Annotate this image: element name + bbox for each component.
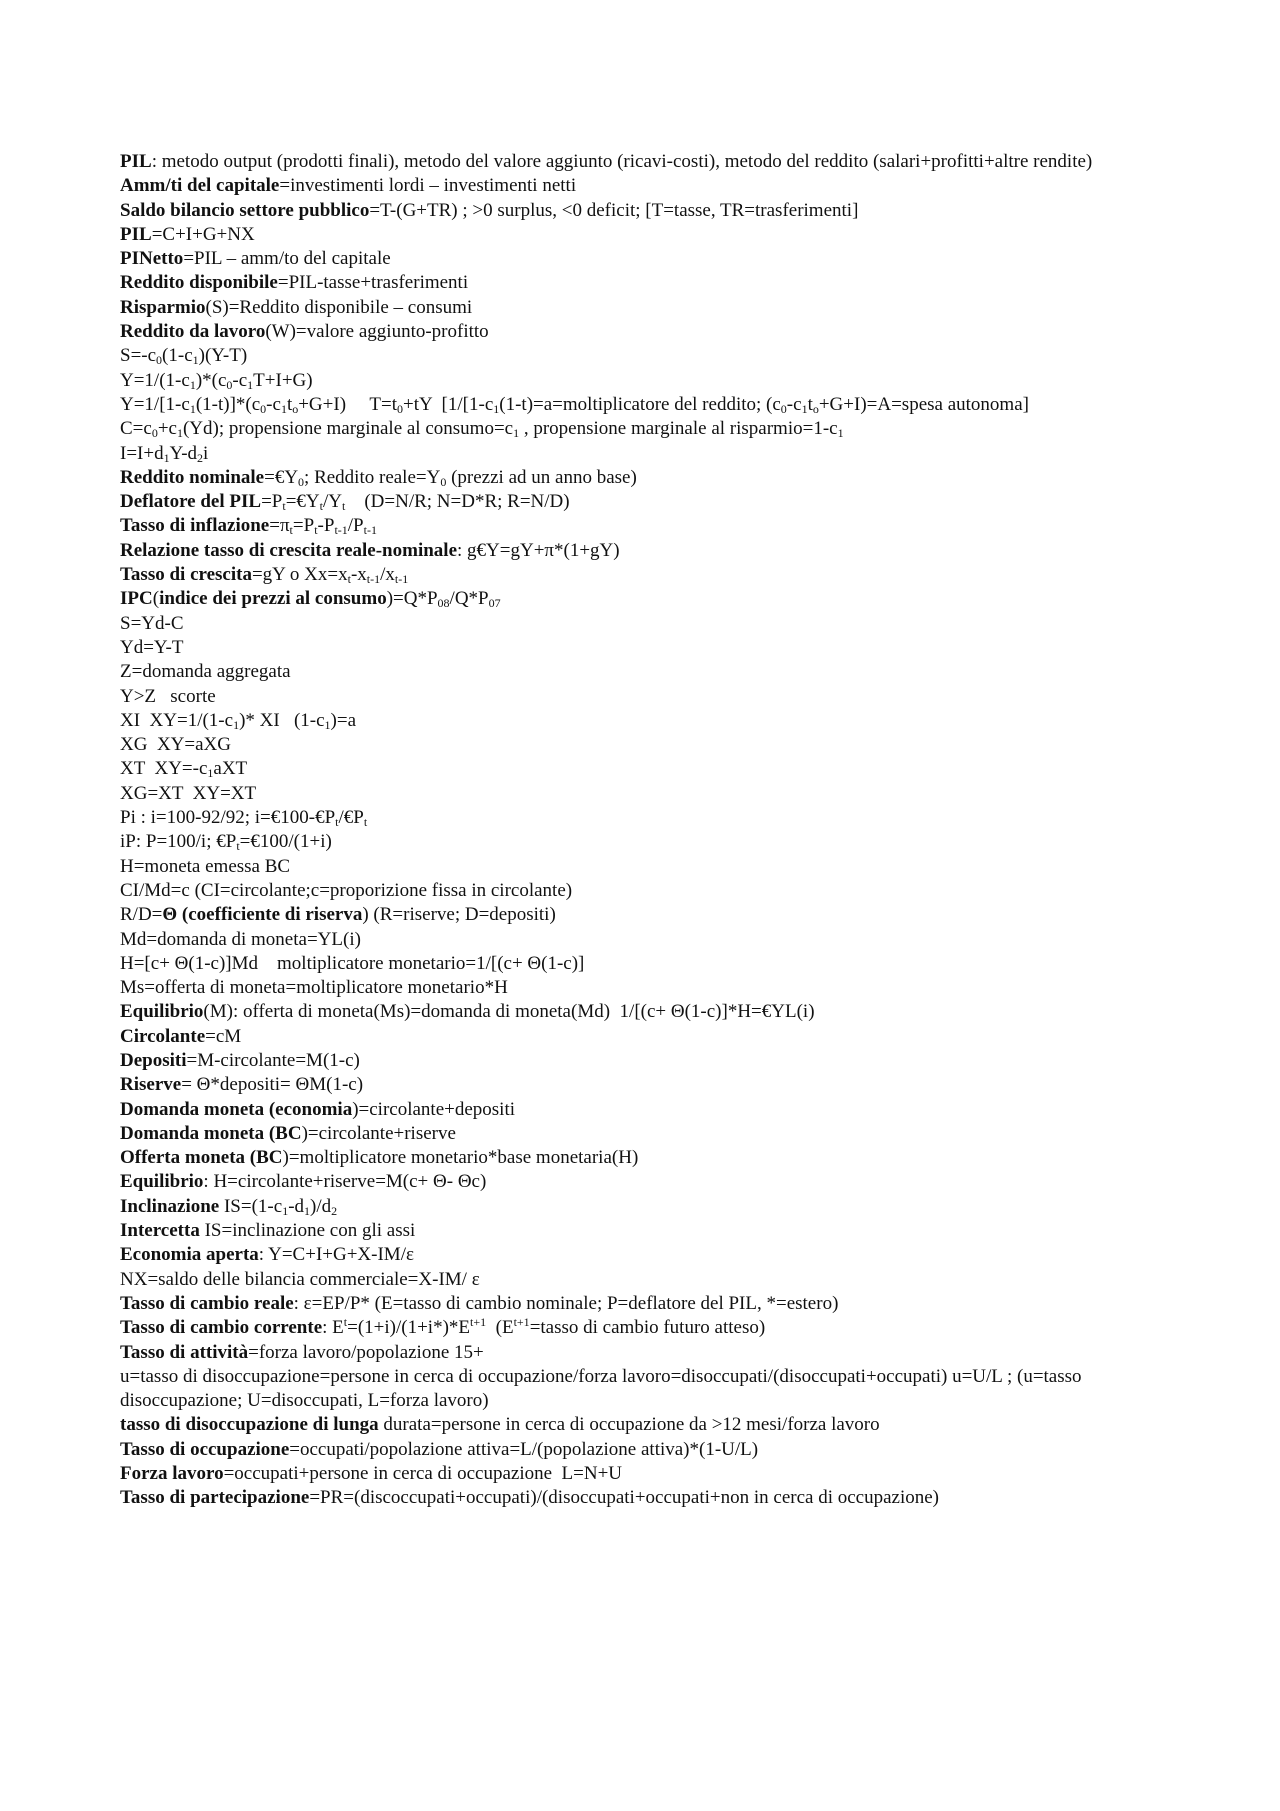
subscript: 07 (488, 596, 501, 611)
formula-line (120, 952, 1180, 976)
formula-text: (S)=Reddito disponibile – consumi (205, 296, 473, 318)
formula-text: : metodo output (prodotti finali), metodo del valore aggiunto (ricavi-costi), metodo del reddito (salari+profitti+altre rendite) (151, 151, 1093, 172)
formula-text: (W)=valore aggiunto-profitto (265, 321, 489, 343)
formula-text: Y=1/(1-c (120, 369, 190, 391)
formula-term: Equilibrio (120, 1001, 204, 1023)
subscript: 0 (226, 377, 233, 392)
formula-line (120, 150, 1180, 174)
formula-text: =M-circolante=M(1-c) (186, 1049, 360, 1071)
formula-term: Tasso di cambio corrente (120, 1317, 323, 1339)
formula-line (120, 806, 1180, 830)
formula-text: =cM (205, 1025, 242, 1047)
formula-term: tasso di disoccupazione di lunga (120, 1414, 379, 1436)
formula-line (120, 1000, 1180, 1024)
formula-line (120, 830, 1180, 854)
formula-line (120, 466, 1180, 490)
formula-line (120, 296, 1180, 320)
formula-text: =P (261, 491, 283, 513)
subscript: 0 (151, 426, 158, 441)
formula-text: =π (269, 515, 290, 537)
formula-text: =PR=(discoccupati+occupati)/(disoccupati+occupati+non in cerca di occupazione) (309, 1487, 939, 1509)
formula-line (120, 1170, 1180, 1194)
formula-text: H=[c+ Θ(1-c)]Md moltiplicatore monetario=1/[(c+ Θ(1-c)] (120, 952, 585, 974)
formula-text: : Y=C+I+G+X-IM/ε (258, 1244, 414, 1266)
formula-text: Ms=offerta di moneta=moltiplicatore monetario*H (120, 977, 508, 999)
formula-text: /x (380, 564, 395, 586)
formula-line (120, 903, 1180, 927)
formula-text: Z=domanda aggregata (120, 661, 291, 683)
formula-line (120, 174, 1180, 198)
formula-text: Y-d (169, 442, 198, 464)
subscript: t-1 (394, 572, 409, 587)
subscript: 0 (298, 474, 305, 489)
subscript: 1 (304, 1203, 311, 1218)
formula-text: -c (232, 369, 248, 391)
formula-text: (Yd); propensione marginale al consumo=c (182, 418, 514, 440)
formula-line (120, 782, 1180, 806)
formula-term: Offerta moneta (BC (120, 1147, 283, 1169)
formula-text: = Θ*depositi= ΘM(1-c) (181, 1074, 364, 1096)
formula-line (120, 417, 1180, 441)
formula-term: Amm/ti del capitale (120, 175, 280, 197)
formula-text: Y=1/[1-c (120, 393, 190, 415)
subscript: t-1 (366, 572, 381, 587)
formula-text: =investimenti lordi – investimenti netti (279, 175, 577, 197)
formula-text: durata=persone in cerca di occupazione da >12 mesi/forza lavoro (378, 1414, 880, 1436)
formula-text: (D=N/R; N=D*R; R=N/D) (345, 491, 570, 513)
formula-text: (E (486, 1317, 514, 1339)
formula-line (120, 1098, 1180, 1122)
formula-text: +G+I) T=t (298, 393, 398, 415)
formula-text: : g€Y=gY+π*(1+gY) (457, 539, 620, 561)
formula-text: )*(c (195, 369, 227, 391)
subscript: o (292, 401, 299, 416)
formula-text: u=tasso di disoccupazione=persone in cerca di occupazione/forza lavoro=disoccupati/(disoccupati+occupati) u=U/L ; (u=tasso disoccupazione; U=disoccupati, L=forza lavoro) (120, 1365, 1087, 1412)
formula-term: Saldo bilancio settore pubblico (120, 199, 370, 221)
formula-term: Forza lavoro (120, 1463, 224, 1485)
formula-text: =tasso di cambio futuro atteso) (529, 1317, 766, 1339)
formula-text: +c (157, 418, 177, 440)
subscript: t-1 (334, 523, 348, 538)
subscript: 1 (189, 377, 196, 392)
subscript: 2 (197, 450, 204, 465)
formula-line (120, 1292, 1180, 1316)
subscript: 1 (493, 401, 500, 416)
subscript: t (289, 523, 293, 538)
formula-text: ; Reddito reale=Y (304, 466, 441, 488)
formula-text: (1-c (162, 345, 193, 367)
formula-text: =T-(G+TR) ; >0 surplus, <0 deficit; [T=tasse, TR=trasferimenti] (369, 199, 859, 221)
formula-line (120, 733, 1180, 757)
formula-text: =gY o Xx=x (251, 564, 348, 586)
formula-text: )=moltiplicatore monetario*base monetaria(H) (282, 1147, 639, 1169)
subscript: 1 (801, 401, 808, 416)
formula-text: C=c (120, 418, 152, 440)
formula-term: indice dei prezzi al consumo (159, 588, 387, 610)
formula-line (120, 1049, 1180, 1073)
formula-term: Θ (coefficiente di riserva (162, 904, 363, 926)
superscript: t+1 (470, 1315, 487, 1330)
formula-term: Inclinazione (120, 1195, 220, 1217)
formula-text: NX=saldo delle bilancia commerciale=X-IM/ ε (120, 1268, 480, 1290)
formula-term: Tasso di attività (120, 1341, 249, 1363)
subscript: t (319, 499, 323, 514)
formula-line (120, 1025, 1180, 1049)
formula-term: PINetto (120, 248, 184, 270)
formula-line (120, 563, 1180, 587)
formula-line (120, 199, 1180, 223)
formula-term: Risparmio (120, 296, 206, 318)
formula-line (120, 490, 1180, 514)
formula-line (120, 1486, 1180, 1510)
formula-text: H=moneta emessa BC (120, 855, 291, 877)
formula-term: Intercetta (120, 1220, 200, 1242)
formula-line (120, 442, 1180, 466)
formula-line (120, 1413, 1180, 1437)
formula-text: +tY [1/[1-c (403, 393, 494, 415)
formula-term: Tasso di cambio reale (120, 1292, 294, 1314)
subscript: 1 (282, 1203, 289, 1218)
formula-term: PIL (120, 223, 152, 245)
formula-term: PIL (120, 151, 152, 172)
formula-text: (prezzi ad un anno base) (446, 466, 637, 488)
formula-text: )=circolante+riserve (301, 1122, 456, 1144)
formula-line (120, 976, 1180, 1000)
formula-text: XT XY=-c (120, 758, 208, 780)
formula-text: Y>Z scorte (120, 685, 216, 707)
formula-term: Tasso di crescita (120, 564, 252, 586)
formula-text: =€100/(1+i) (239, 831, 332, 853)
subscript: t (341, 499, 346, 514)
formula-text: -P (317, 515, 335, 537)
formula-text: iP: P=100/i; €P (120, 831, 237, 853)
formula-term: Reddito da lavoro (120, 321, 266, 343)
subscript: t (282, 499, 286, 514)
formula-line (120, 660, 1180, 684)
subscript: 1 (163, 450, 170, 465)
formula-text: : E (322, 1317, 344, 1339)
formula-line (120, 685, 1180, 709)
formula-line (120, 879, 1180, 903)
formula-term: Tasso di partecipazione (120, 1487, 310, 1509)
formula-text: =€Y (285, 491, 320, 513)
formula-line (120, 1341, 1180, 1365)
formula-text: )* XI (1-c (239, 709, 325, 731)
formula-text: R/D= (120, 904, 163, 926)
superscript: t+1 (513, 1315, 530, 1330)
formula-text: =occupati/popolazione attiva=L/(popolazione attiva)*(1-U/L) (289, 1438, 759, 1460)
formula-text: /Q*P (449, 588, 489, 610)
subscript: 1 (176, 426, 183, 441)
formula-line (120, 1438, 1180, 1462)
formula-line (120, 393, 1180, 417)
formula-text: +G+I)=A=spesa autonoma] (818, 393, 1029, 415)
subscript: t-1 (363, 523, 377, 538)
formula-text: ) (R=riserve; D=depositi) (362, 904, 556, 926)
formula-text: =PIL – amm/to del capitale (183, 248, 391, 270)
formula-text: -c (266, 393, 281, 415)
formula-text: i (203, 442, 209, 464)
subscript: 0 (440, 474, 447, 489)
formula-text: )/d (310, 1195, 332, 1217)
formula-line (120, 709, 1180, 733)
subscript: t (335, 815, 339, 830)
formula-line (120, 1243, 1180, 1267)
formula-line (120, 223, 1180, 247)
formula-text: aXT (213, 758, 248, 780)
formula-line (120, 514, 1180, 538)
document-page (120, 150, 1180, 1511)
formula-text: -c (786, 393, 802, 415)
subscript: 1 (192, 353, 199, 368)
formula-text: )=Q*P (386, 588, 438, 610)
subscript: 1 (189, 401, 196, 416)
formula-line (120, 1219, 1180, 1243)
superscript: t (343, 1315, 348, 1330)
formula-text: Md=domanda di moneta=YL(i) (120, 928, 361, 950)
subscript: 0 (156, 353, 163, 368)
formula-text: Yd=Y-T (120, 636, 184, 658)
subscript: o (812, 401, 819, 416)
subscript: t (363, 815, 368, 830)
formula-line (120, 1195, 1180, 1219)
formula-term: Reddito disponibile (120, 272, 278, 294)
subscript: 08 (437, 596, 450, 611)
formula-term: Riserve (120, 1074, 182, 1096)
formula-term: Reddito nominale (120, 466, 265, 488)
formula-line (120, 855, 1180, 879)
formula-line (120, 344, 1180, 368)
formula-line (120, 1268, 1180, 1292)
subscript: t (314, 523, 318, 538)
formula-text: =C+I+G+NX (151, 223, 255, 245)
formula-text: (1-t)]*(c (195, 393, 261, 415)
formula-line (120, 1462, 1180, 1486)
formula-term: Tasso di occupazione (120, 1438, 290, 1460)
formula-term: Economia aperta (120, 1244, 259, 1266)
formula-term: IPC (120, 588, 153, 610)
formula-line (120, 1122, 1180, 1146)
formula-line (120, 369, 1180, 393)
formula-term: Deflatore del PIL (120, 491, 262, 513)
formula-text: : H=circolante+riserve=M(c+ Θ- Θc) (203, 1171, 487, 1193)
formula-text: CI/Md=c (CI=circolante;c=proporizione fissa in circolante) (120, 879, 573, 901)
formula-line (120, 247, 1180, 271)
formula-text: (M): offerta di moneta(Ms)=domanda di moneta(Md) 1/[(c+ Θ(1-c)]*H=€YL(i) (203, 1001, 815, 1023)
formula-text: /P (347, 515, 364, 537)
formula-text: =(1+i)/(1+i*)*E (347, 1317, 471, 1339)
formula-line (120, 1365, 1180, 1414)
formula-text: XG=XT XY=XT (120, 782, 257, 804)
formula-term: Domanda moneta (BC (120, 1122, 302, 1144)
formula-term: Depositi (120, 1049, 187, 1071)
subscript: 1 (280, 401, 287, 416)
formula-line (120, 1316, 1180, 1340)
formula-line (120, 539, 1180, 563)
formula-line (120, 636, 1180, 660)
formula-text: =P (292, 515, 315, 537)
formula-text: XG XY=aXG (120, 734, 231, 756)
formula-line (120, 587, 1180, 611)
formula-term: Circolante (120, 1025, 206, 1047)
formula-text: )=a (330, 709, 357, 731)
formula-text: Pi : i=100-92/92; i=€100-€P (120, 807, 336, 829)
formula-text: t (807, 393, 813, 415)
formula-text: : ε=EP/P* (E=tasso di cambio nominale; P=deflatore del PIL, *=estero) (293, 1292, 839, 1314)
formula-text: S=-c (120, 345, 157, 367)
formula-line (120, 928, 1180, 952)
formula-text: -d (288, 1195, 305, 1217)
formula-text: )=circolante+depositi (352, 1098, 516, 1120)
formula-text: =forza lavoro/popolazione 15+ (248, 1341, 484, 1363)
formula-text: I=I+d (120, 442, 164, 464)
formula-text: =occupati+persone in cerca di occupazione L=N+U (223, 1463, 623, 1485)
formula-term: Relazione tasso di crescita reale-nominale (120, 539, 458, 561)
subscript: 1 (837, 426, 844, 441)
subscript: 0 (397, 401, 404, 416)
formula-line (120, 320, 1180, 344)
subscript: 0 (780, 401, 787, 416)
subscript: 0 (260, 401, 267, 416)
formula-text: )(Y-T) (198, 345, 248, 367)
formula-text: IS=(1-c (219, 1195, 283, 1217)
formula-text: /€P (338, 807, 364, 829)
formula-text: (1-t)=a=moltiplicatore del reddito; (c (499, 393, 781, 415)
formula-text: XI XY=1/(1-c (120, 709, 234, 731)
subscript: 1 (247, 377, 254, 392)
formula-line (120, 757, 1180, 781)
formula-term: Tasso di inflazione (120, 515, 270, 537)
formula-line (120, 612, 1180, 636)
formula-text: IS=inclinazione con gli assi (199, 1220, 416, 1242)
formula-line (120, 1073, 1180, 1097)
subscript: 2 (331, 1203, 338, 1218)
subscript: 1 (324, 717, 331, 732)
formula-term: Equilibrio (120, 1171, 204, 1193)
formula-text: ( (152, 588, 160, 610)
subscript: 1 (207, 766, 214, 781)
subscript: t (236, 839, 240, 854)
formula-line (120, 271, 1180, 295)
formula-text: =PIL-tasse+trasferimenti (277, 272, 469, 294)
formula-text: t (286, 393, 293, 415)
formula-text: , propensione marginale al risparmio=1-c (519, 418, 838, 440)
formula-text: /Y (322, 491, 342, 513)
formula-term: Domanda moneta (economia (120, 1098, 353, 1120)
subscript: 1 (233, 717, 240, 732)
formula-text: T+I+G) (253, 369, 313, 391)
formula-text: =€Y (264, 466, 299, 488)
formula-text: -x (350, 564, 367, 586)
formula-text: S=Yd-C (120, 612, 184, 634)
subscript: t (347, 572, 351, 587)
subscript: 1 (513, 426, 520, 441)
formula-line (120, 1146, 1180, 1170)
